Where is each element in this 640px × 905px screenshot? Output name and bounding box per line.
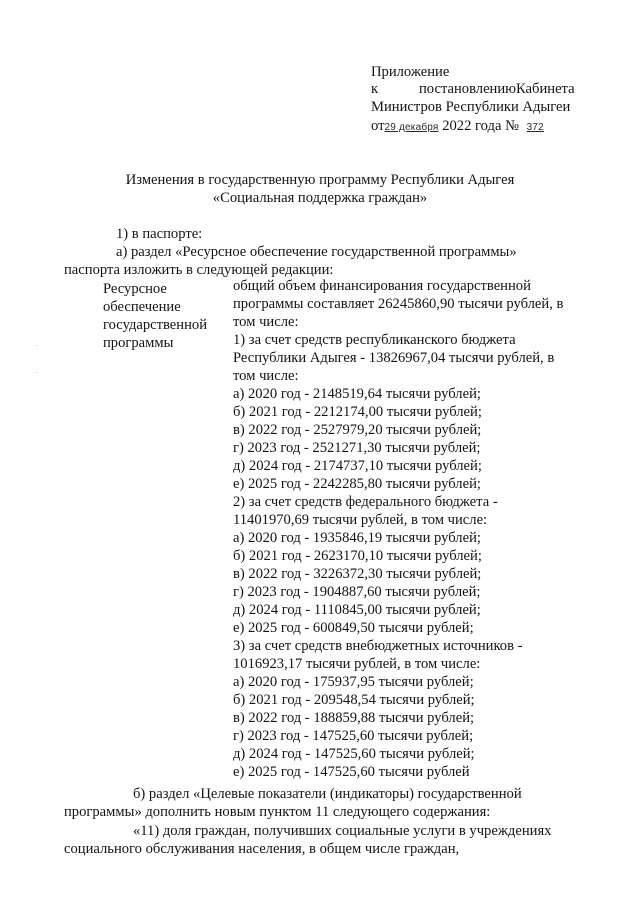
table-right-line: г) 2023 год - 147525,60 тысячи рублей; <box>233 728 474 744</box>
header-line2-prep: к <box>371 81 379 97</box>
header-date-handwritten: 29 декабря <box>384 122 439 133</box>
table-right-line: а) 2020 год - 1935846,19 тысячи рублей; <box>233 530 481 546</box>
table-right-line: 3) за счет средств внебюджетных источников - <box>233 638 523 654</box>
table-right-line: б) 2021 год - 2212174,00 тысячи рублей; <box>233 404 482 420</box>
table-right-line: в) 2022 год - 188859,88 тысячи рублей; <box>233 710 475 726</box>
paragraph-b-line1: б) раздел «Целевые показатели (индикаторы) государственной <box>133 786 522 802</box>
header-line2-cabinet: Кабинета <box>516 81 575 97</box>
header-date-line <box>371 117 554 137</box>
table-left-cell: Ресурсное <box>103 281 167 297</box>
header-line2-word: постановлению <box>419 81 517 97</box>
table-right-line: д) 2024 год - 2174737,10 тысячи рублей; <box>233 458 482 474</box>
table-right-line: е) 2025 год - 2242285,80 тысячи рублей; <box>233 476 481 492</box>
paragraph-a-line1: а) раздел «Ресурсное обеспечение государственной программы» <box>116 244 517 260</box>
table-right-line: в) 2022 год - 3226372,30 тысячи рублей; <box>233 566 482 582</box>
paragraph-b-line2: программы» дополнить новым пунктом 11 следующего содержания: <box>64 804 491 820</box>
table-right-line: д) 2024 год - 147525,60 тысячи рублей; <box>233 746 475 762</box>
document-title-line2: «Социальная поддержка граждан» <box>212 190 428 206</box>
table-right-line: е) 2025 год - 147525,60 тысячи рублей <box>233 764 470 780</box>
scan-speck <box>36 372 37 373</box>
table-right-line: 1016923,17 тысячи рублей, в том числе: <box>233 656 481 672</box>
table-right-line: а) 2020 год - 2148519,64 тысячи рублей; <box>233 386 481 402</box>
table-right-line: том числе: <box>233 314 299 330</box>
paragraph-a-line2: паспорта изложить в следующей редакции: <box>64 262 334 278</box>
header-number-handwritten: 372 <box>526 122 544 133</box>
paragraph-11-line2: социального обслуживания населения, в общем числе граждан, <box>64 841 460 857</box>
table-right-line: г) 2023 год - 1904887,60 тысячи рублей; <box>233 584 481 600</box>
table-right-line: б) 2021 год - 2623170,10 тысячи рублей; <box>233 548 482 564</box>
table-left-cell: программы <box>103 335 174 351</box>
table-left-cell: обеспечение <box>103 299 181 315</box>
table-right-line: 1) за счет средств республиканского бюджета <box>233 332 516 348</box>
table-right-line: в) 2022 год - 2527979,20 тысячи рублей; <box>233 422 482 438</box>
table-left-cell: государственной <box>103 317 208 333</box>
table-right-line: программы составляет 26245860,90 тысячи рублей, в <box>233 296 564 312</box>
table-right-line: г) 2023 год - 2521271,30 тысячи рублей; <box>233 440 481 456</box>
table-right-line: а) 2020 год - 175937,95 тысячи рублей; <box>233 674 474 690</box>
paragraph-passport: 1) в паспорте: <box>116 226 203 242</box>
table-right-line: е) 2025 год - 600849,50 тысячи рублей; <box>233 620 474 636</box>
table-right-line: Республики Адыгея - 13826967,04 тысячи рублей, в <box>233 350 555 366</box>
header-appendix: Приложение <box>371 64 450 80</box>
table-right-line: том числе: <box>233 368 299 384</box>
table-right-line: 11401970,69 тысячи рублей, в том числе: <box>233 512 488 528</box>
table-right-line: 2) за счет средств федерального бюджета - <box>233 494 498 510</box>
document-title-line1: Изменения в государственную программу Республики Адыгея <box>125 172 515 188</box>
table-right-line: б) 2021 год - 209548,54 тысячи рублей; <box>233 692 475 708</box>
table-right-line: д) 2024 год - 1110845,00 тысячи рублей; <box>233 602 481 618</box>
scan-speck <box>36 345 37 346</box>
header-date-prefix: от <box>371 118 385 134</box>
table-right-line: общий объем финансирования государственной <box>233 278 531 294</box>
paragraph-11-line1: «11) доля граждан, получивших социальные услуги в учреждениях <box>133 823 552 839</box>
header-ministers: Министров Республики Адыгеи <box>371 99 571 115</box>
header-year: 2022 года № <box>442 118 519 134</box>
